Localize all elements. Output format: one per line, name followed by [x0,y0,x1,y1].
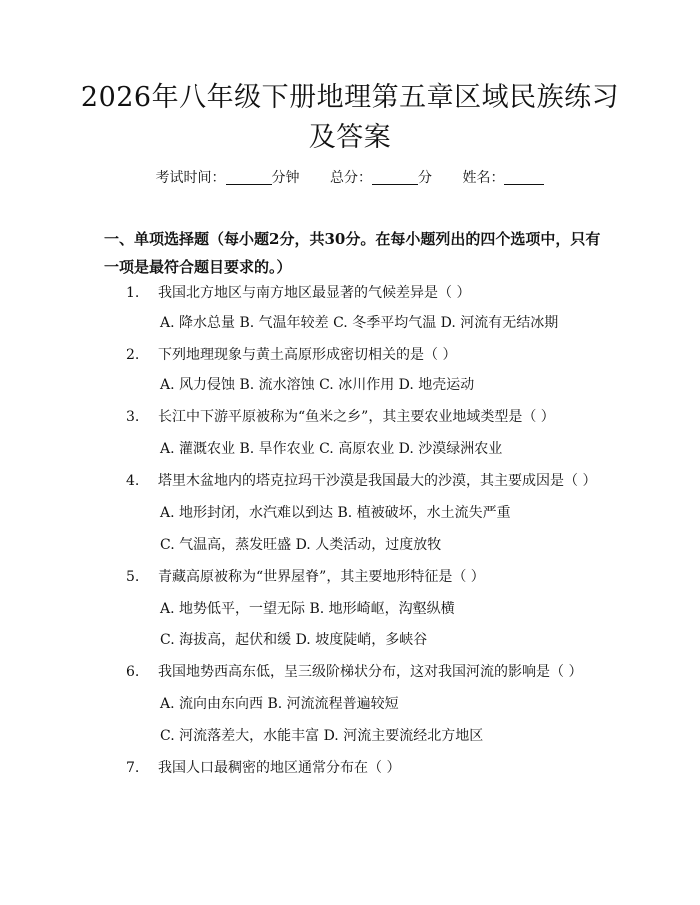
question-text: 青藏高原被称为“世界屋脊”，其主要地形特征是（ ） [158,569,485,585]
question-text: 我国地势西高东低，呈三级阶梯状分布，这对我国河流的影响是（ ） [158,664,583,680]
question-1 [126,283,606,303]
question-6-options-line-1: A. 流向由东向西 B. 河流流程普遍较短 [160,696,399,712]
score-unit: 分 [418,170,432,186]
title-line-1: 2026年八年级下册地理第五章区域民族练习 [80,82,620,113]
question-3 [126,407,606,427]
exam-meta [0,168,700,188]
question-3-options: A. 灌溉农业 B. 旱作农业 C. 高原农业 D. 沙漠绿洲农业 [160,441,503,457]
title-line-2: 及答案 [308,122,392,153]
name-field [462,170,544,186]
question-4-options-line-1: A. 地形封闭，水汽难以到达 B. 植被破坏，水土流失严重 [160,505,511,521]
question-2 [126,345,606,365]
question-number: 1. [126,285,140,301]
question-text: 我国北方地区与南方地区最显著的气候差异是（ ） [158,285,471,301]
score-blank [372,170,418,185]
question-text: 下列地理现象与黄土高原形成密切相关的是（ ） [158,347,457,363]
score-label: 总分： [330,170,372,186]
page-title [70,78,630,158]
question-4-options-line-2: C. 气温高，蒸发旺盛 D. 人类活动，过度放牧 [160,537,442,553]
section-heading: 一、单项选择题（每小题2分，共30分。在每小题列出的四个选项中，只有一项是最符合题目要求的。） [104,230,601,276]
question-2-options: A. 风力侵蚀 B. 流水溶蚀 C. 冰川作用 D. 地壳运动 [160,377,475,393]
question-text: 长江中下游平原被称为“鱼米之乡”，其主要农业地域类型是（ ） [158,409,555,425]
question-number: 3. [126,409,140,425]
score-field [330,170,436,186]
question-number: 4. [126,473,140,489]
time-unit: 分钟 [271,170,300,186]
question-4 [126,471,606,491]
question-6-options-line-2: C. 河流落差大，水能丰富 D. 河流主要流经北方地区 [160,728,484,744]
question-5-options-line-1: A. 地势低平，一望无际 B. 地形崎岖，沟壑纵横 [160,601,455,617]
question-number: 7. [126,760,140,776]
question-number: 6. [126,664,140,680]
question-7 [126,758,606,778]
question-6 [126,662,606,682]
question-text: 塔里木盆地内的塔克拉玛干沙漠是我国最大的沙漠，其主要成因是（ ） [158,473,597,489]
question-1-options: A. 降水总量 B. 气温年较差 C. 冬季平均气温 D. 河流有无结冰期 [160,315,559,331]
question-number: 5. [126,569,140,585]
time-blank [226,170,272,185]
question-5-options-line-2: C. 海拔高，起伏和缓 D. 坡度陡峭，多峡谷 [160,632,428,648]
time-field [156,170,304,186]
time-label: 考试时间： [155,170,226,186]
question-number: 2. [126,347,140,363]
name-label: 姓名： [462,170,505,186]
question-5 [126,567,606,587]
name-blank [504,170,544,185]
question-text: 我国人口最稠密的地区通常分布在（ ） [158,760,401,776]
